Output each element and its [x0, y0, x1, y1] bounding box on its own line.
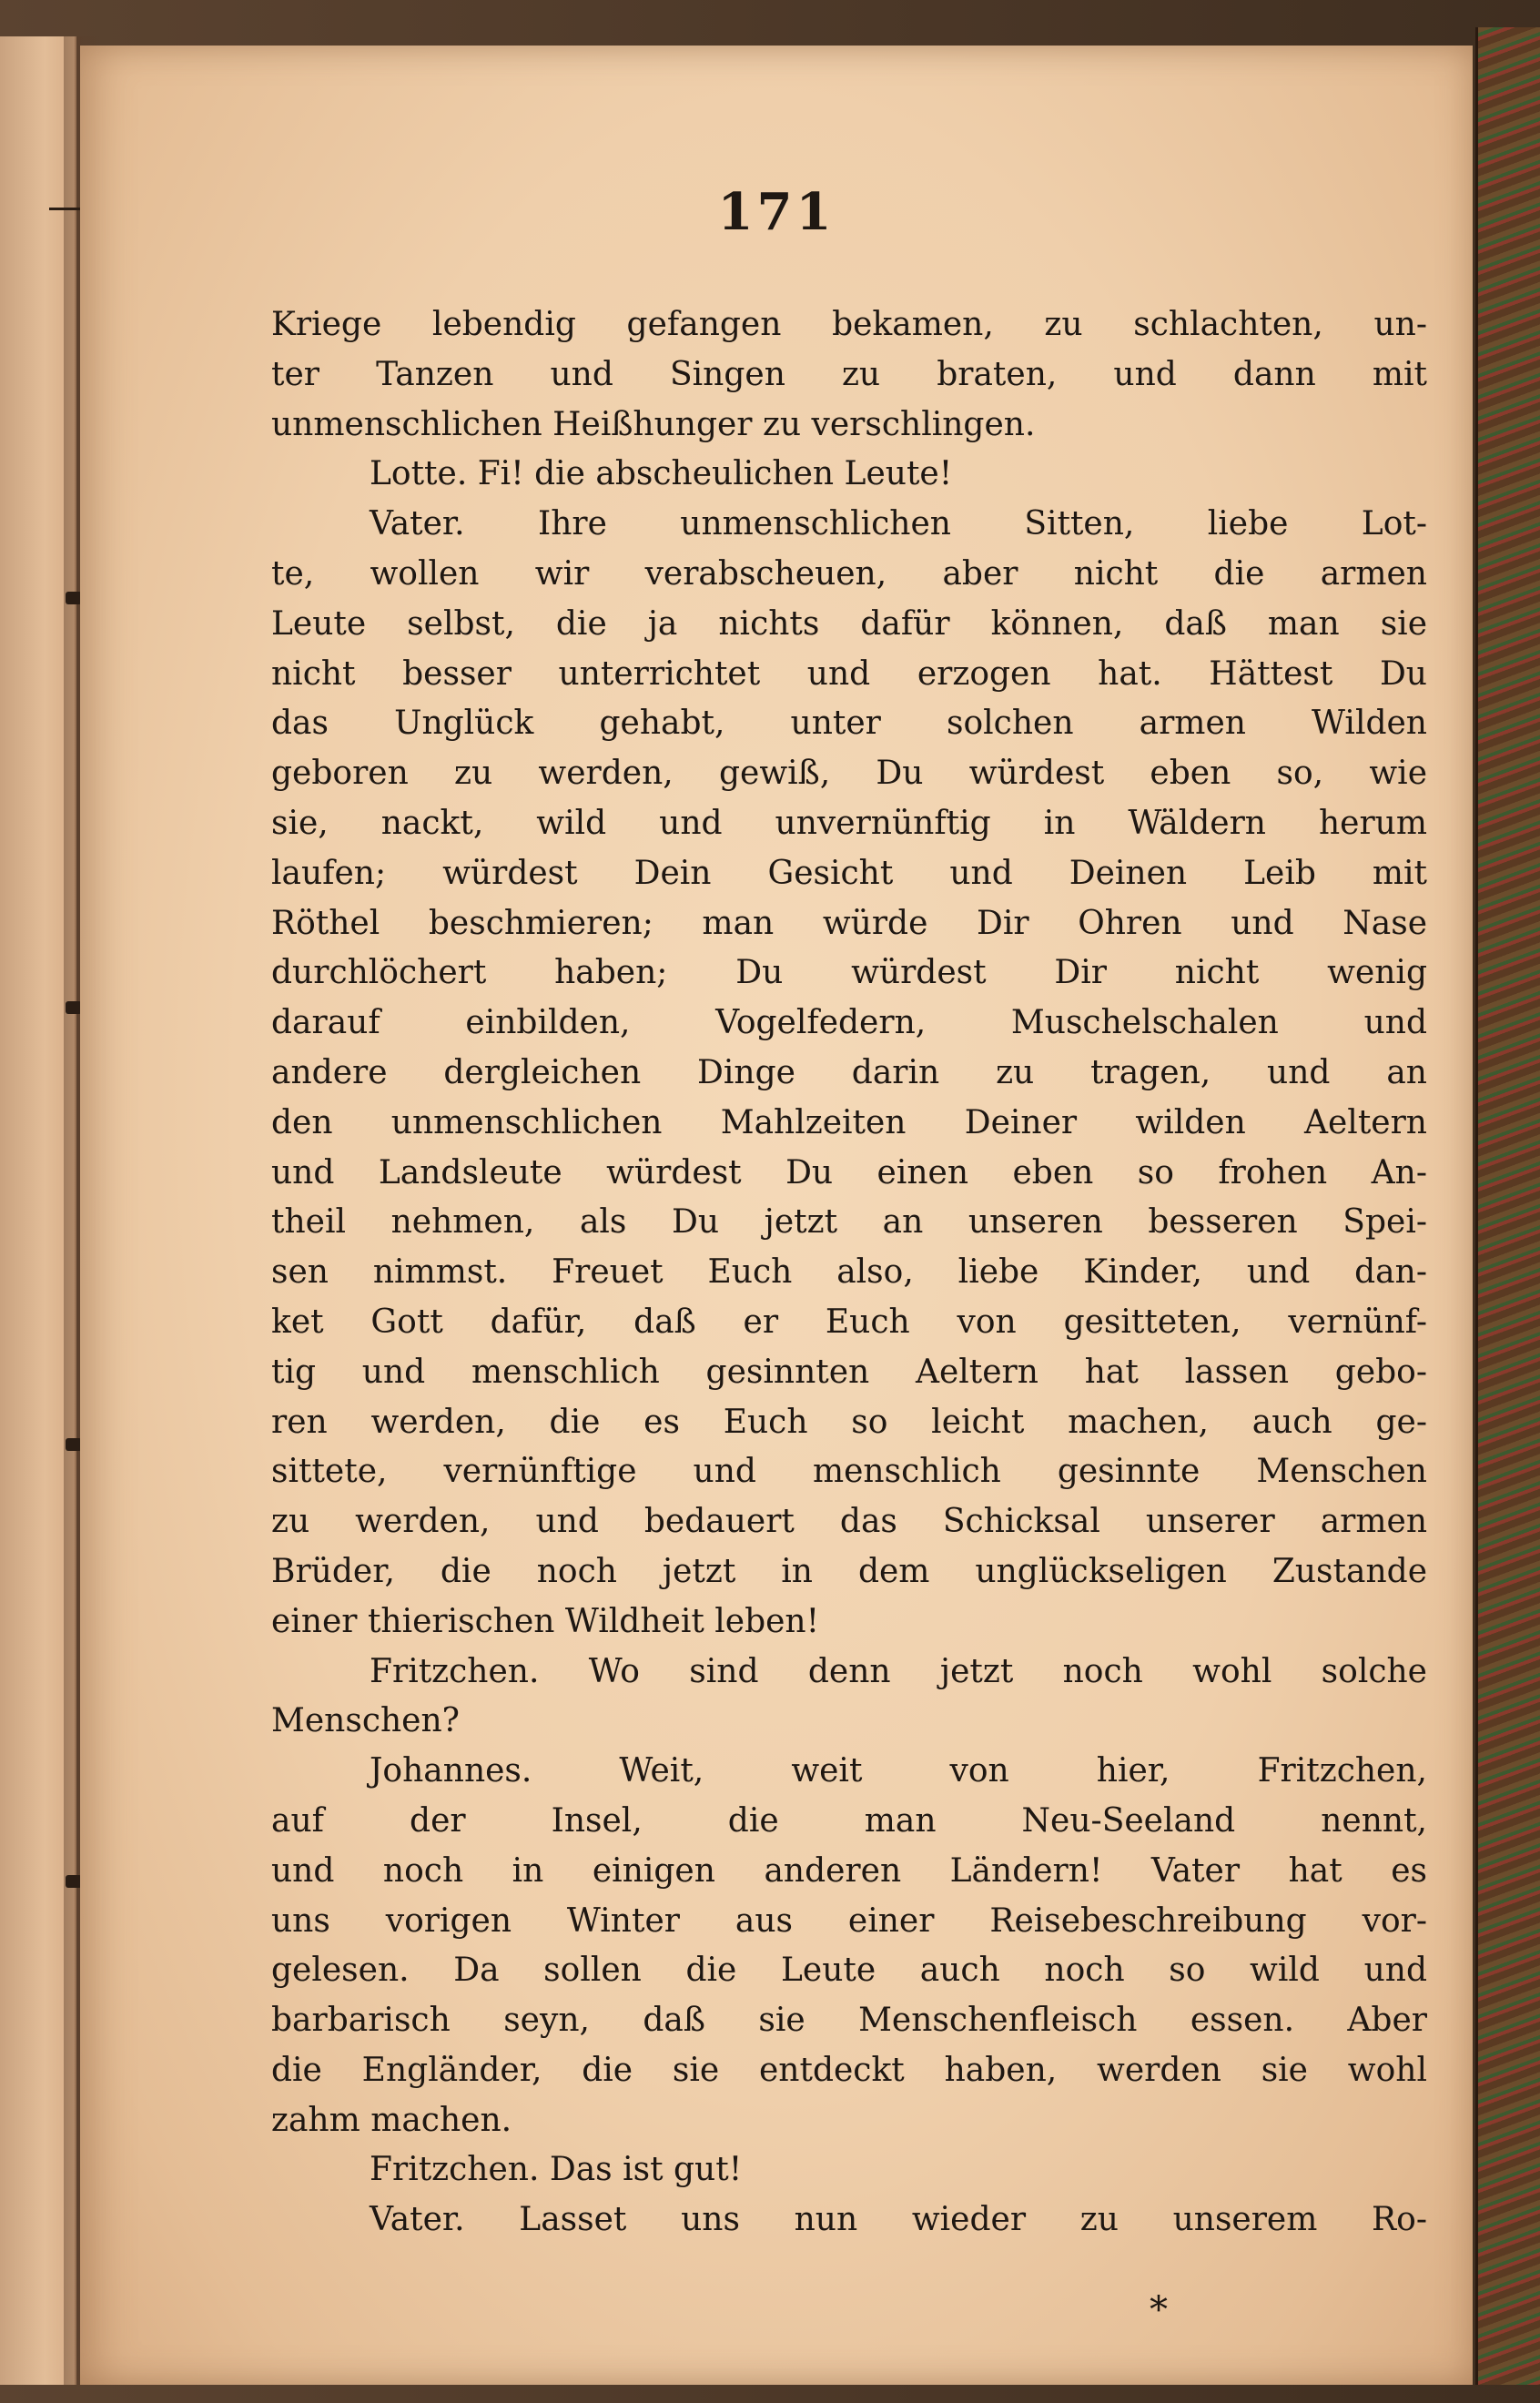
text-line: Vater. Lasset uns nun wieder zu unserem Ro-: [370, 2201, 1427, 2239]
text-line: laufen; würdest Dein Gesicht und Deinen Leib mit: [271, 854, 1427, 892]
text-line: zu werden, und bedauert das Schicksal unserer armen: [271, 1503, 1427, 1541]
text-line: zahm machen.: [271, 2101, 512, 2139]
text-line: die Engländer, die sie entdeckt haben, werden sie wohl: [271, 2051, 1427, 2089]
page-number: 171: [717, 182, 836, 242]
text-line: ket Gott dafür, daß er Euch von gesitteten, vernünf-: [271, 1303, 1427, 1341]
text-line: tig und menschlich gesinnten Aeltern hat lassen gebo-: [271, 1353, 1427, 1391]
book-page: [80, 46, 1473, 2385]
text-line: ren werden, die es Euch so leicht machen, auch ge-: [271, 1403, 1427, 1441]
text-line: Leute selbst, die ja nichts dafür können, daß man sie: [271, 604, 1427, 643]
text-line: unmenschlichen Heißhunger zu verschlingen.: [271, 405, 1036, 443]
text-line: durchlöchert haben; Du würdest Dir nicht wenig: [271, 954, 1427, 992]
text-line: Johannes. Weit, weit von hier, Fritzchen,: [370, 1752, 1427, 1790]
text-line: einer thierischen Wildheit leben!: [271, 1602, 820, 1640]
text-line: Fritzchen. Das ist gut!: [370, 2151, 743, 2189]
text-line: Kriege lebendig gefangen bekamen, zu schlachten, un-: [271, 306, 1427, 343]
text-line: das Unglück gehabt, unter solchen armen Wilden: [271, 705, 1427, 743]
text-line: sie, nackt, wild und unvernünftig in Wäldern herum: [271, 804, 1427, 842]
text-line: sittete, vernünftige und menschlich gesinnte Menschen: [271, 1453, 1427, 1491]
text-line: geboren zu werden, gewiß, Du würdest eben so, wie: [271, 755, 1427, 793]
text-line: uns vorigen Winter aus einer Reisebeschreibung vor-: [271, 1901, 1427, 1940]
text-line: ter Tanzen und Singen zu braten, und dann mit: [271, 355, 1427, 393]
text-line: sen nimmst. Freuet Euch also, liebe Kinder, und dan-: [271, 1253, 1427, 1292]
text-line: Lotte. Fi! die abscheulichen Leute!: [370, 455, 953, 493]
text-line: nicht besser unterrichtet und erzogen hat. Hättest Du: [271, 654, 1427, 693]
text-line: Brüder, die noch jetzt in dem unglückseligen Zustande: [271, 1552, 1427, 1590]
marbled-cover-edge: [1475, 27, 1540, 2385]
text-line: den unmenschlichen Mahlzeiten Deiner wilden Aeltern: [271, 1103, 1427, 1141]
text-line: theil nehmen, als Du jetzt an unseren besseren Spei-: [271, 1203, 1427, 1242]
text-line: Vater. Ihre unmenschlichen Sitten, liebe Lot-: [370, 505, 1427, 543]
text-line: Fritzchen. Wo sind denn jetzt noch wohl solche: [370, 1652, 1427, 1690]
text-line: andere dergleichen Dinge darin zu tragen, und an: [271, 1053, 1427, 1091]
text-line: und Landsleute würdest Du einen eben so frohen An-: [271, 1153, 1427, 1191]
text-line: auf der Insel, die man Neu-Seeland nennt,: [271, 1801, 1427, 1840]
text-line: barbarisch seyn, daß sie Menschenfleisch essen. Aber: [271, 2002, 1427, 2040]
text-line: Menschen?: [271, 1702, 460, 1740]
text-line: te, wollen wir verabscheuen, aber nicht die armen: [271, 554, 1427, 593]
catchword-mark: *: [1150, 2289, 1168, 2331]
text-line: und noch in einigen anderen Ländern! Vater hat es: [271, 1851, 1427, 1890]
text-line: darauf einbilden, Vogelfedern, Muschelschalen und: [271, 1004, 1427, 1042]
text-line: gelesen. Da sollen die Leute auch noch so wild und: [271, 1952, 1427, 1990]
body-text: [271, 300, 1427, 2246]
text-line: Röthel beschmieren; man würde Dir Ohren und Nase: [271, 904, 1427, 942]
